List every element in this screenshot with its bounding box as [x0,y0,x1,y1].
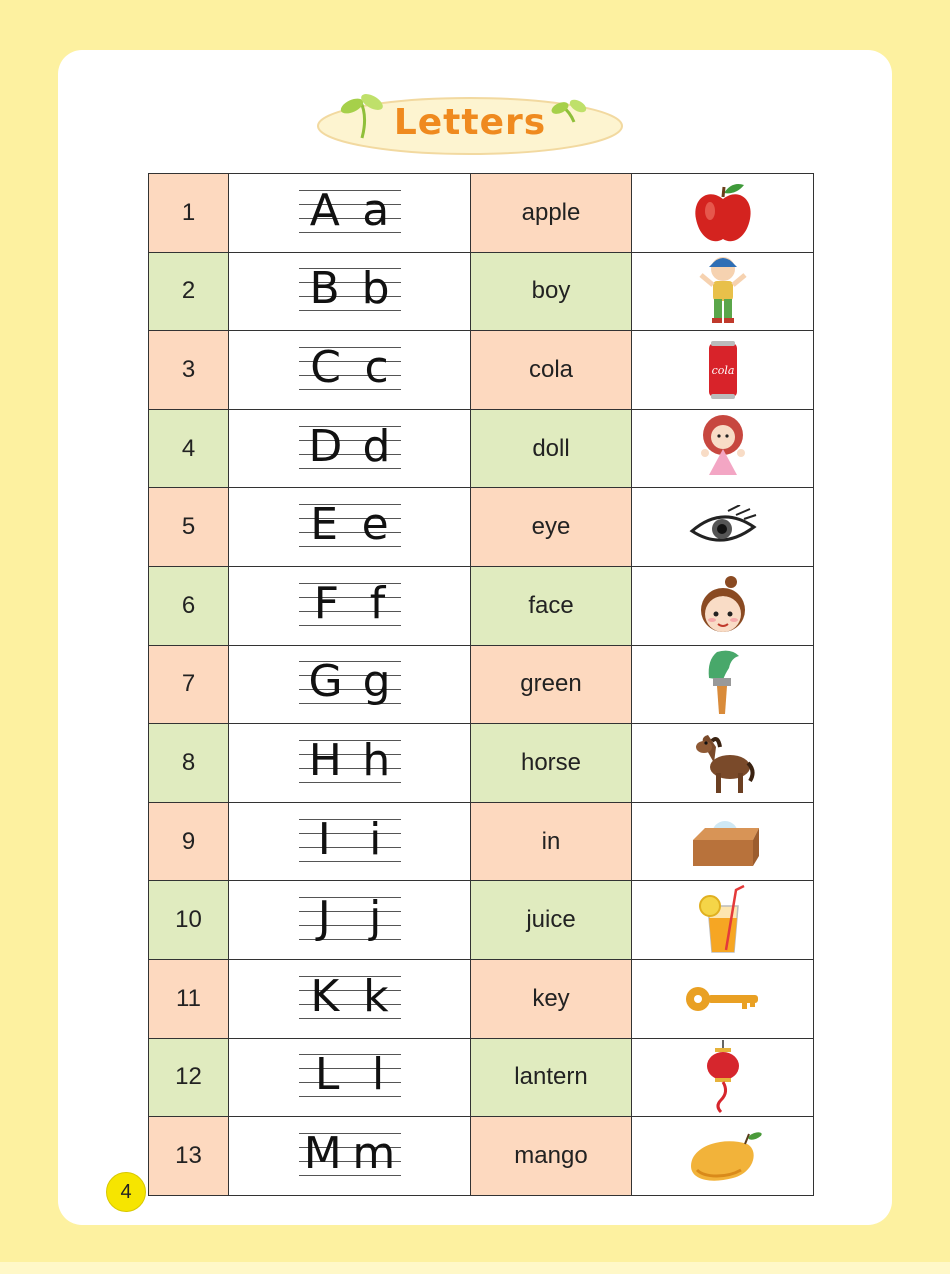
bottom-band [0,1262,950,1274]
uppercase-letter: J [317,892,331,944]
word-picture [632,802,814,881]
lowercase-letter: k [363,970,389,1022]
svg-text:cola: cola [711,363,734,377]
letter-writing-guide [229,802,471,881]
title-banner [312,88,628,162]
example-word: boy [471,252,632,331]
example-word: lantern [471,1038,632,1117]
boy-icon [632,253,813,329]
handwriting-lines [299,732,401,794]
example-word: key [471,959,632,1038]
uppercase-letter: I [317,813,331,865]
table-row [149,802,814,881]
lowercase-letter: l [371,1049,385,1101]
green-paintbrush-icon [632,648,813,720]
row-number: 8 [149,724,229,803]
letter-writing-guide [229,488,471,567]
uppercase-letter: G [308,656,343,708]
uppercase-letter: D [308,420,343,472]
example-word: eye [471,488,632,567]
table-row [149,1117,814,1196]
horse-icon [632,727,813,799]
handwriting-lines [299,575,401,637]
word-picture [632,409,814,488]
uppercase-letter: H [308,734,342,786]
table-row [149,174,814,253]
page-title: Letters [393,102,547,143]
word-picture [632,174,814,253]
handwriting-lines [299,968,401,1030]
handwriting-lines [299,496,401,558]
lowercase-letter: e [361,499,389,551]
letter-writing-guide [229,881,471,960]
apple-icon [632,179,813,247]
doll-icon [632,413,813,485]
letter-writing-guide [229,1117,471,1196]
lowercase-letter: h [362,734,391,786]
example-word: face [471,566,632,645]
handwriting-lines [299,889,401,951]
lowercase-letter: i [369,813,382,865]
row-number: 5 [149,488,229,567]
table-row [149,252,814,331]
lowercase-letter: f [369,577,386,629]
uppercase-letter: C [310,341,341,393]
word-picture [632,566,814,645]
handwriting-lines [299,811,401,873]
word-picture [632,1038,814,1117]
handwriting-lines [299,1046,401,1108]
row-number: 10 [149,881,229,960]
table-row [149,488,814,567]
row-number: 3 [149,331,229,410]
example-word: cola [471,331,632,410]
handwriting-lines [299,653,401,715]
letter-writing-guide [229,566,471,645]
table-row [149,566,814,645]
handwriting-lines [299,1125,401,1187]
table-row [149,724,814,803]
word-picture [632,724,814,803]
example-word: green [471,645,632,724]
word-picture [632,881,814,960]
handwriting-lines [299,339,401,401]
row-number: 12 [149,1038,229,1117]
handwriting-lines [299,182,401,244]
mango-icon [632,1128,813,1184]
uppercase-letter: A [309,184,340,236]
table-row [149,1038,814,1117]
table-row [149,959,814,1038]
letter-writing-guide [229,409,471,488]
juice-glass-icon [632,884,813,956]
letter-writing-guide [229,724,471,803]
row-number: 2 [149,252,229,331]
eye-icon [632,505,813,549]
table-row [149,409,814,488]
table-row [149,331,814,410]
letter-writing-guide [229,645,471,724]
uppercase-letter: K [310,970,340,1022]
example-word: in [471,802,632,881]
letter-writing-guide [229,1038,471,1117]
letter-writing-guide [229,331,471,410]
row-number: 7 [149,645,229,724]
word-picture [632,252,814,331]
table-row [149,881,814,960]
letter-writing-guide [229,252,471,331]
row-number: 1 [149,174,229,253]
uppercase-letter: M [303,1127,342,1179]
face-icon [632,574,813,638]
key-icon [632,979,813,1019]
letters-table [148,173,814,1196]
word-picture [632,645,814,724]
handwriting-lines [299,418,401,480]
row-number: 11 [149,959,229,1038]
ball-in-box-icon [632,814,813,870]
letter-writing-guide [229,959,471,1038]
letter-writing-guide [229,174,471,253]
lowercase-letter: c [364,341,389,393]
row-number: 13 [149,1117,229,1196]
lantern-icon [632,1040,813,1114]
lowercase-letter: m [352,1127,396,1179]
row-number: 6 [149,566,229,645]
lowercase-letter: b [361,263,390,315]
uppercase-letter: L [314,1049,340,1101]
uppercase-letter: F [313,577,340,629]
word-picture [632,331,814,410]
handwriting-lines [299,260,401,322]
example-word: doll [471,409,632,488]
example-word: juice [471,881,632,960]
uppercase-letter: E [310,499,339,551]
uppercase-letter: B [309,263,340,315]
lowercase-letter: g [362,656,391,708]
example-word: apple [471,174,632,253]
lowercase-letter: a [362,184,390,236]
lowercase-letter: d [362,420,391,472]
table-row [149,645,814,724]
cola-can-icon [632,339,813,401]
example-word: mango [471,1117,632,1196]
lowercase-letter: j [369,892,382,944]
page-number-badge: 4 [106,1172,146,1212]
row-number: 4 [149,409,229,488]
word-picture [632,1117,814,1196]
word-picture [632,959,814,1038]
row-number: 9 [149,802,229,881]
example-word: horse [471,724,632,803]
word-picture [632,488,814,567]
